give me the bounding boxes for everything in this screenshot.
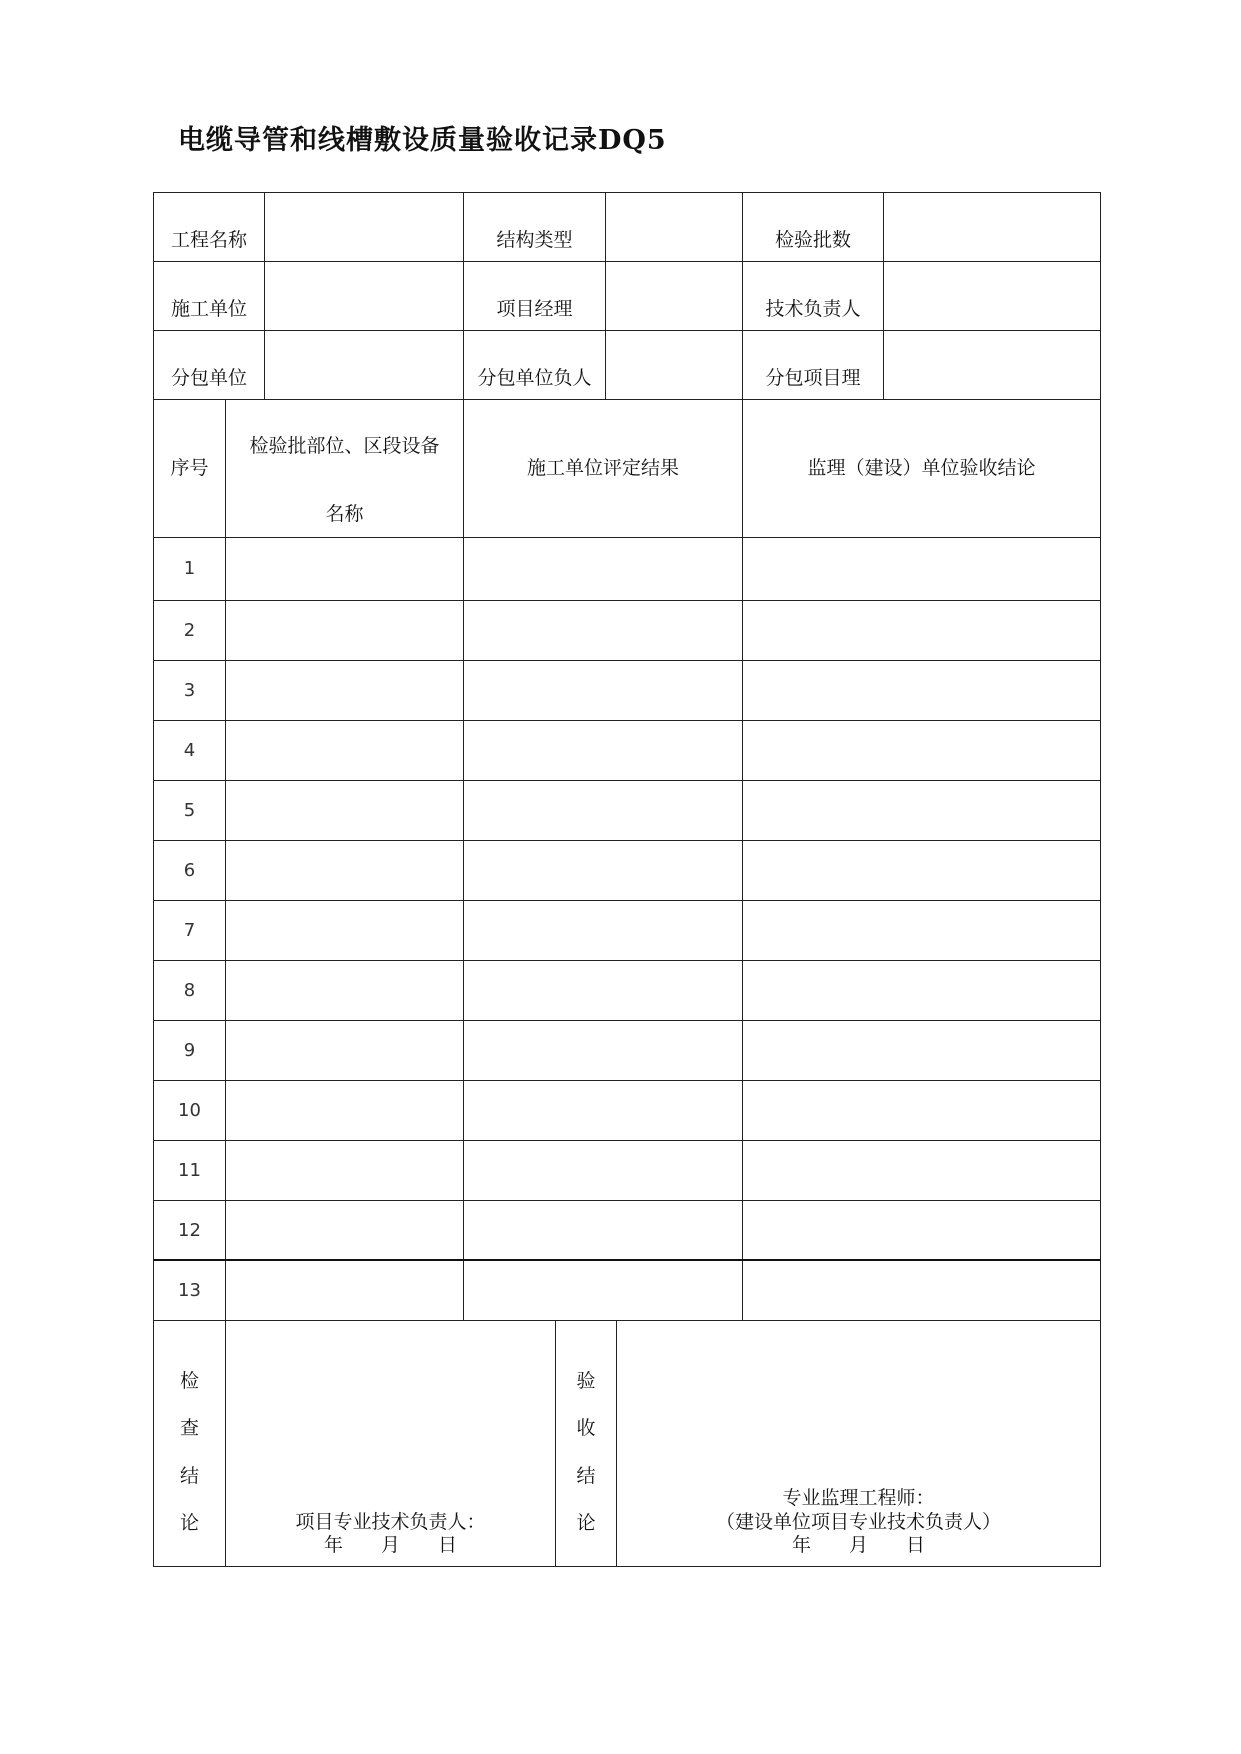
row-location-cell[interactable] (225, 900, 464, 961)
acceptance-signature-block (617, 1487, 1100, 1558)
row-number: 5 (153, 780, 226, 841)
row-result-cell[interactable] (463, 1020, 743, 1081)
row-result-cell[interactable] (463, 840, 743, 901)
row-conclusion-cell[interactable] (742, 780, 1101, 841)
col-no-header: 序号 (153, 399, 226, 538)
right-date-line (617, 1534, 1100, 1558)
acceptance-conclusion-label (555, 1320, 617, 1567)
row-result-cell[interactable] (463, 660, 743, 721)
row-number: 1 (153, 537, 226, 601)
col-supervision-header: 监理（建设）单位验收结论 (742, 399, 1101, 538)
accept-char: 收 (576, 1417, 596, 1440)
subcontractor-lead-field[interactable] (605, 330, 743, 400)
row-conclusion-cell[interactable] (742, 900, 1101, 961)
date-day: 日 (906, 1534, 926, 1557)
project-manager-field[interactable] (605, 261, 743, 331)
structure-type-label: 结构类型 (463, 192, 606, 262)
date-month: 月 (848, 1534, 868, 1557)
check-char: 结 (179, 1464, 199, 1487)
subcontract-pm-field[interactable] (883, 330, 1101, 400)
subcontractor-lead-label: 分包单位负人 (463, 330, 606, 400)
date-year: 年 (323, 1534, 343, 1557)
row-location-cell[interactable] (225, 600, 464, 661)
row-result-cell[interactable] (463, 720, 743, 781)
inspection-batch-label: 检验批数 (742, 192, 884, 262)
right-signer-sub-label: （建设单位项目专业技术负责人） (715, 1510, 1001, 1533)
date-month: 月 (380, 1534, 400, 1557)
inspection-batch-field[interactable] (883, 192, 1101, 262)
row-result-cell[interactable] (463, 1200, 743, 1261)
row-result-cell[interactable] (463, 1140, 743, 1201)
row-location-cell[interactable] (225, 720, 464, 781)
check-char: 检 (179, 1370, 199, 1392)
structure-type-field[interactable] (605, 192, 743, 262)
construction-unit-field[interactable] (264, 261, 464, 331)
date-year: 年 (791, 1534, 811, 1557)
check-conclusion-label (153, 1320, 226, 1567)
check-conclusion-area[interactable] (225, 1320, 556, 1567)
col-location-line2: 名称 (325, 503, 364, 526)
row-number: 9 (153, 1020, 226, 1081)
row-location-cell[interactable] (225, 1020, 464, 1081)
row-number: 4 (153, 720, 226, 781)
row-location-cell[interactable] (225, 660, 464, 721)
row-location-cell[interactable] (225, 840, 464, 901)
accept-char: 结 (576, 1464, 596, 1487)
accept-char: 验 (576, 1370, 596, 1392)
row-conclusion-cell[interactable] (742, 1140, 1101, 1201)
row-number: 8 (153, 960, 226, 1021)
row-number: 2 (153, 600, 226, 661)
date-day: 日 (438, 1534, 458, 1557)
row-conclusion-cell[interactable] (742, 1259, 1101, 1321)
technical-lead-label: 技术负责人 (742, 261, 884, 331)
col-location-header (225, 399, 464, 538)
row-number: 13 (153, 1259, 226, 1321)
check-char: 查 (179, 1417, 199, 1440)
subcontractor-field[interactable] (264, 330, 464, 400)
left-signer-label: 项目专业技术负责人： (295, 1510, 486, 1533)
row-conclusion-cell[interactable] (742, 1080, 1101, 1141)
acceptance-conclusion-area[interactable] (616, 1320, 1101, 1567)
project-name-field[interactable] (264, 192, 464, 262)
technical-lead-field[interactable] (883, 261, 1101, 331)
check-signature-block (226, 1511, 555, 1559)
row-location-cell[interactable] (225, 1200, 464, 1261)
row-result-cell[interactable] (463, 900, 743, 961)
col-location-line1: 检验批部位、区段设备 (249, 435, 440, 457)
construction-unit-label: 施工单位 (153, 261, 265, 331)
row-conclusion-cell[interactable] (742, 537, 1101, 601)
row-conclusion-cell[interactable] (742, 660, 1101, 721)
row-conclusion-cell[interactable] (742, 960, 1101, 1021)
row-conclusion-cell[interactable] (742, 1200, 1101, 1261)
row-conclusion-cell[interactable] (742, 600, 1101, 661)
row-number: 12 (153, 1200, 226, 1261)
subcontractor-label: 分包单位 (153, 330, 265, 400)
row-result-cell[interactable] (463, 960, 743, 1021)
row-location-cell[interactable] (225, 1080, 464, 1141)
row-result-cell[interactable] (463, 600, 743, 661)
row-result-cell[interactable] (463, 780, 743, 841)
row-number: 7 (153, 900, 226, 961)
row-conclusion-cell[interactable] (742, 1020, 1101, 1081)
row-location-cell[interactable] (225, 1140, 464, 1201)
check-char: 论 (179, 1512, 199, 1535)
row-location-cell[interactable] (225, 1259, 464, 1321)
row-number: 3 (153, 660, 226, 721)
row-result-cell[interactable] (463, 1080, 743, 1141)
row-location-cell[interactable] (225, 537, 464, 601)
col-construction-result-header: 施工单位评定结果 (463, 399, 743, 538)
accept-char: 论 (576, 1512, 596, 1535)
row-conclusion-cell[interactable] (742, 720, 1101, 781)
right-signer-label: 专业监理工程师： (782, 1486, 935, 1509)
row-number: 6 (153, 840, 226, 901)
page-title: 电缆导管和线槽敷设质量验收记录DQ5 (178, 125, 667, 156)
row-location-cell[interactable] (225, 780, 464, 841)
row-result-cell[interactable] (463, 1259, 743, 1321)
left-date-line (226, 1534, 555, 1558)
project-name-label: 工程名称 (153, 192, 265, 262)
row-number: 10 (153, 1080, 226, 1141)
row-conclusion-cell[interactable] (742, 840, 1101, 901)
project-manager-label: 项目经理 (463, 261, 606, 331)
row-number: 11 (153, 1140, 226, 1201)
row-location-cell[interactable] (225, 960, 464, 1021)
subcontract-pm-label: 分包项目理 (742, 330, 884, 400)
row-result-cell[interactable] (463, 537, 743, 601)
inspection-record-table (153, 192, 1101, 1567)
